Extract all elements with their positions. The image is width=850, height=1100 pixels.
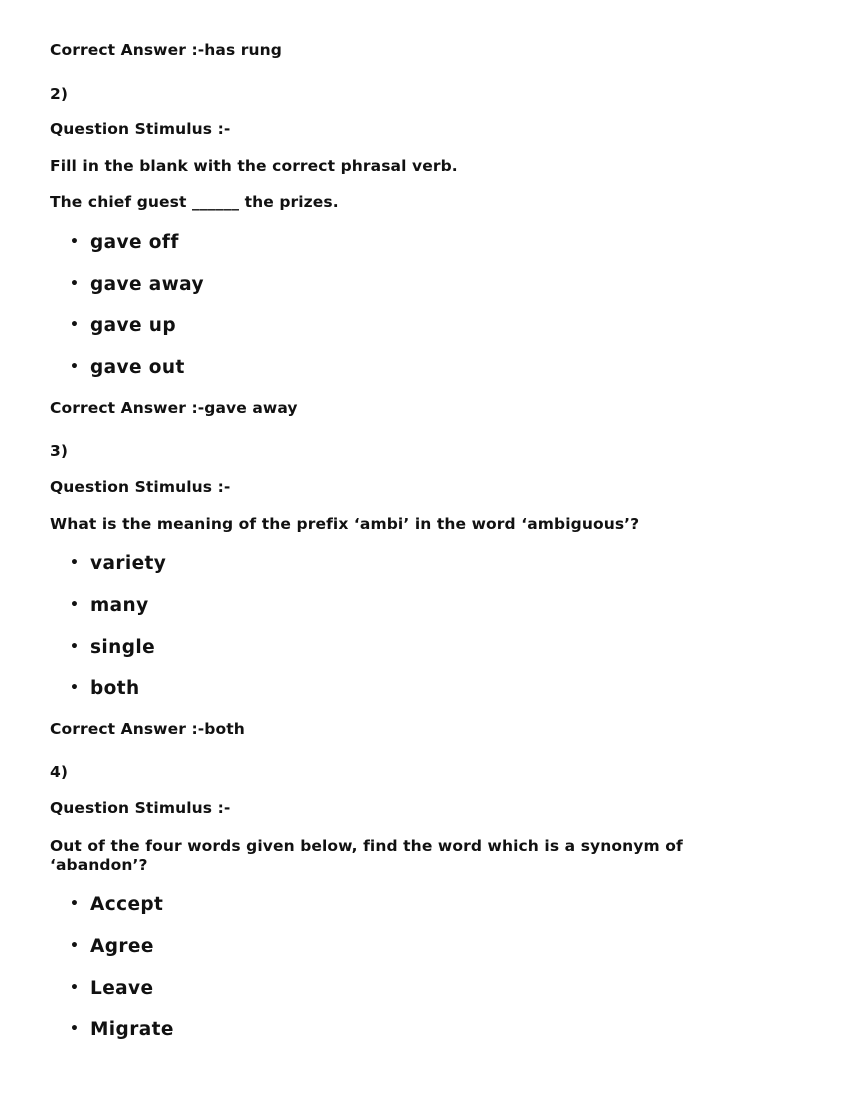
q2-option-2 [70, 274, 204, 295]
q3-question: What is the meaning of the prefix ‘ambi’ in the word ‘ambiguous’? [50, 515, 640, 533]
q4-option-3-text: Leave [90, 978, 154, 999]
bullet-icon: • [70, 896, 80, 912]
q4-option-1-text: Accept [90, 894, 164, 915]
q2-number: 2) [50, 85, 69, 103]
q2-option-4 [70, 357, 185, 378]
q3-option-4-text: both [90, 678, 140, 699]
q3-correct-answer: Correct Answer :-both [50, 720, 245, 738]
q2-correct-answer: Correct Answer :-gave away [50, 399, 298, 417]
bullet-icon: • [70, 680, 80, 696]
bullet-icon: • [70, 597, 80, 613]
q2-option-3 [70, 315, 176, 336]
bullet-icon: • [70, 1021, 80, 1037]
q3-option-4 [70, 678, 140, 699]
q3-option-2 [70, 595, 149, 616]
bullet-icon: • [70, 980, 80, 996]
q2-sentence: The chief guest ______ the prizes. [50, 193, 339, 211]
q4-question: Out of the four words given below, find the word which is a synonym of ‘abandon’? [50, 837, 683, 874]
q3-stimulus-label: Question Stimulus :- [50, 478, 231, 496]
q4-stimulus-label: Question Stimulus :- [50, 799, 231, 817]
q4-option-3 [70, 978, 153, 999]
q4-option-1 [70, 894, 163, 915]
q3-option-2-text: many [90, 595, 149, 616]
q2-stimulus-label: Question Stimulus :- [50, 120, 231, 138]
q3-number: 3) [50, 442, 69, 460]
q4-option-2 [70, 936, 154, 957]
q3-option-1 [70, 553, 166, 574]
q2-option-1-text: gave off [90, 232, 179, 253]
bullet-icon: • [70, 317, 80, 333]
bullet-icon: • [70, 276, 80, 292]
q2-option-2-text: gave away [90, 274, 204, 295]
q4-option-4 [70, 1019, 174, 1040]
q2-instruction: Fill in the blank with the correct phrasal verb. [50, 157, 458, 175]
q2-option-1 [70, 232, 179, 253]
bullet-icon: • [70, 938, 80, 954]
q2-option-4-text: gave out [90, 357, 185, 378]
q4-option-4-text: Migrate [90, 1019, 174, 1040]
q1-correct-answer: Correct Answer :-has rung [50, 41, 283, 59]
q4-number: 4) [50, 763, 69, 781]
q4-option-2-text: Agree [90, 936, 154, 957]
q3-option-3-text: single [90, 637, 156, 658]
q2-option-3-text: gave up [90, 315, 176, 336]
bullet-icon: • [70, 234, 80, 250]
bullet-icon: • [70, 639, 80, 655]
q3-option-3 [70, 637, 155, 658]
bullet-icon: • [70, 555, 80, 571]
bullet-icon: • [70, 359, 80, 375]
q3-option-1-text: variety [90, 553, 167, 574]
